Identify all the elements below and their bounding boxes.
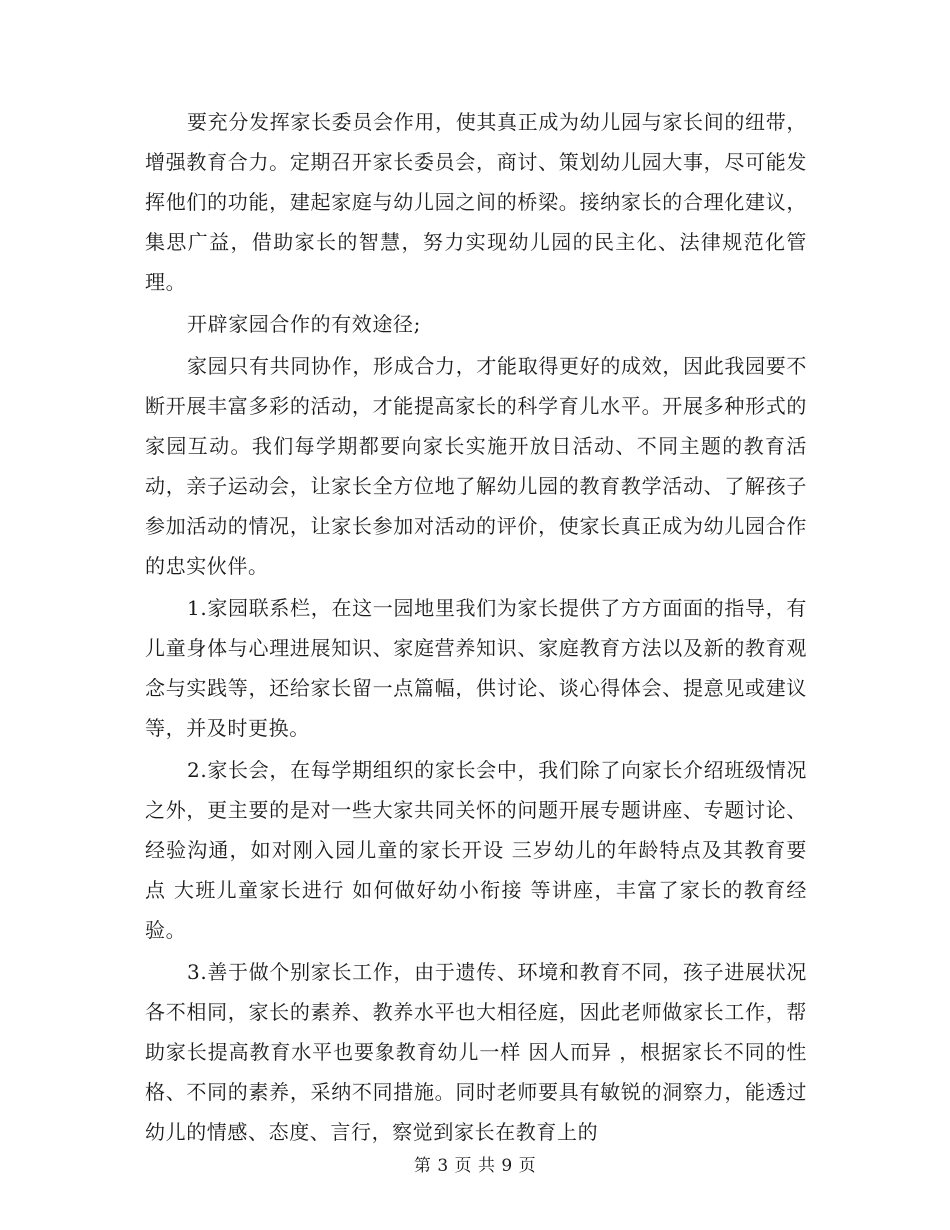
paragraph-parent-committee: 要充分发挥家长委员会作用，使其真正成为幼儿园与家长间的纽带，增强教育合力。定期召开家长委员会，商讨、策划幼儿园大事，尽可能发挥他们的功能，建起家庭与幼儿园之间的桥梁。接纳家长的合理化建议，集思广益，借助家长的智慧，努力实现幼儿园的民主化、法律规范化管理。 [145,110,807,294]
paragraph-home-school-activities: 家园只有共同协作，形成合力，才能取得更好的成效，因此我园要不断开展丰富多彩的活动，才能提高家长的科学育儿水平。开展多种形式的家园互动。我们每学期都要向家长实施开放日活动、不同主题的教育活动，亲子运动会，让家长全方位地了解幼儿园的教育教学活动、了解孩子参加活动的情况，让家长参加对活动的评价，使家长真正成为幼儿园合作的忠实伙伴。 [145,354,807,578]
paragraph-item-3-individual-work: 3.善于做个别家长工作，由于遗传、环境和教育不同，孩子进展状况各不相同，家长的素养、教养水平也大相径庭，因此老师做家长工作，帮助家长提高教育水平也要象教育幼儿一样 因人而异 ，根据家长不同的性格、不同的素养，采纳不同措施。同时老师要具有敏锐的洞察力，能透过幼儿的情感、态度、言行，察觉到家长在教育上的 [145,960,807,1144]
paragraph-item-1-contact-board: 1.家园联系栏，在这一园地里我们为家长提供了方方面面的指导，有儿童身体与心理进展知识、家庭营养知识、家庭教育方法以及新的教育观念与实践等，还给家长留一点篇幅，供讨论、谈心得体会、提意见或建议等，并及时更换。 [145,596,807,740]
page-number-footer: 第 3 页 共 9 页 [413,1156,537,1176]
paragraph-item-2-parent-meeting: 2.家长会，在每学期组织的家长会中，我们除了向家长介绍班级情况之外，更主要的是对一些大家共同关怀的问题开展专题讲座、专题讨论、经验沟通，如对刚入园儿童的家长开设 三岁幼儿的年龄特点及其教育要点 大班儿童家长进行 如何做好幼小衔接 等讲座，丰富了家长的教育经验。 [145,758,807,942]
document-body [145,102,807,1154]
paragraph-cooperation-heading: 开辟家园合作的有效途径; [187,312,421,336]
